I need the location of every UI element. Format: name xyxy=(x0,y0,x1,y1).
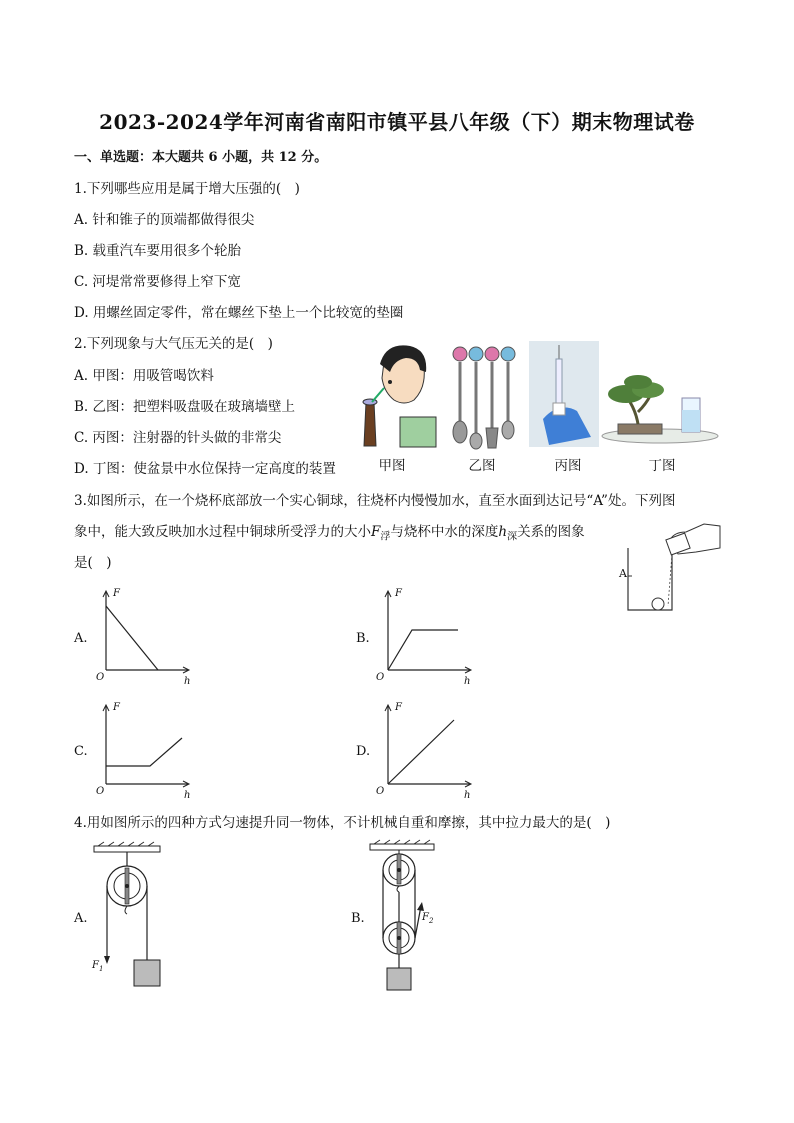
q3-stem-line2 xyxy=(74,520,585,543)
q2-option-a[interactable]: A. 甲图：用吸管喝饮料 xyxy=(74,368,214,384)
q3-stem-line1: 3.如图所示，在一个烧杯底部放一个实心铜球，往烧杯内慢慢加水，直至水面到达记号“A”处。下列图 xyxy=(74,493,676,509)
figure-caption-yi: 乙图 xyxy=(468,458,496,474)
q4-stem: 4.用如图所示的四种方式匀速提升同一物体，不计机械自重和摩擦，其中拉力最大的是( ) xyxy=(74,815,611,831)
q3-c-origin: O xyxy=(96,786,105,797)
q3-a-axis-y: F xyxy=(113,588,120,599)
q4-force-label-f2 xyxy=(422,912,433,925)
figure-caption-jia: 甲图 xyxy=(378,458,406,474)
q4-pulley-a[interactable] xyxy=(90,842,180,992)
q3-c-axis-x: h xyxy=(184,790,191,801)
q3-graph-b[interactable] xyxy=(378,588,478,688)
q4-option-a-letter[interactable]: A. xyxy=(74,911,88,926)
q4-f1-symbol: F xyxy=(92,960,99,971)
q3-graph-d[interactable] xyxy=(378,702,478,802)
q3-stem-part-a: 象中，能大致反映加水过程中铜球所受浮力的大小 xyxy=(74,524,371,540)
section-heading: 一、单选题：本大题共 6 小题，共 12 分。 xyxy=(74,150,328,165)
figure-caption-ding: 丁图 xyxy=(648,458,676,474)
q3-graph-c[interactable] xyxy=(96,702,196,802)
q3-f-symbol: F xyxy=(371,524,381,540)
q1-option-c[interactable]: C. 河堤常常要修得上窄下宽 xyxy=(74,274,241,290)
q3-c-axis-y: F xyxy=(113,702,120,713)
suction-hooks-illustration xyxy=(448,344,518,450)
q3-stem-part-b: 与烧杯中水的深度 xyxy=(390,524,499,540)
q3-d-axis-x: h xyxy=(464,790,471,801)
q3-h-symbol: h xyxy=(498,524,508,540)
q3-stem-line3: 是( ) xyxy=(74,555,112,571)
q4-option-b-letter[interactable]: B. xyxy=(351,911,365,926)
q3-a-origin: O xyxy=(96,672,105,683)
q1-option-a[interactable]: A. 针和锥子的顶端都做得很尖 xyxy=(74,212,255,228)
q3-option-b-letter[interactable]: B. xyxy=(356,631,370,646)
q3-h-sub: 深 xyxy=(507,531,518,543)
q4-f1-sub: 1 xyxy=(98,965,104,973)
beaker-mark-label: A xyxy=(619,567,627,580)
q3-b-axis-x: h xyxy=(464,676,471,687)
q1-stem: 1.下列哪些应用是属于增大压强的( ) xyxy=(74,181,300,197)
q2-option-b[interactable]: B. 乙图：把塑料吸盘吸在玻璃墙壁上 xyxy=(74,399,296,415)
q4-force-label-f1 xyxy=(92,960,103,973)
q4-f2-symbol: F xyxy=(422,912,429,923)
q3-d-axis-y: F xyxy=(395,702,402,713)
q3-a-axis-x: h xyxy=(184,676,191,687)
boy-drinking-illustration xyxy=(360,342,440,452)
q4-f2-sub: 2 xyxy=(428,917,434,925)
q3-graph-a[interactable] xyxy=(96,588,196,688)
q4-pulley-b[interactable] xyxy=(366,840,456,1000)
q1-option-d[interactable]: D. 用螺丝固定零件，常在螺丝下垫上一个比较宽的垫圈 xyxy=(74,305,404,321)
q2-stem: 2.下列现象与大气压无关的是( ) xyxy=(74,336,273,352)
q3-f-sub: 浮 xyxy=(380,531,391,543)
q1-option-b[interactable]: B. 载重汽车要用很多个轮胎 xyxy=(74,243,242,259)
q3-b-axis-y: F xyxy=(395,588,402,599)
bonsai-water-device-illustration xyxy=(600,372,720,448)
q2-option-d[interactable]: D. 丁图：使盆景中水位保持一定高度的装置 xyxy=(74,461,336,477)
q3-option-a-letter[interactable]: A. xyxy=(74,631,88,646)
q3-option-c-letter[interactable]: C. xyxy=(74,744,88,759)
syringe-photo xyxy=(529,341,599,447)
q3-b-origin: O xyxy=(376,672,385,683)
beaker-with-ball-figure xyxy=(616,518,724,614)
q3-d-origin: O xyxy=(376,786,385,797)
page-title: 2023-2024学年河南省南阳市镇平县八年级（下）期末物理试卷 xyxy=(99,110,695,134)
q3-stem-part-c: 关系的图象 xyxy=(517,524,585,540)
q3-option-d-letter[interactable]: D. xyxy=(356,744,371,759)
q2-option-c[interactable]: C. 丙图：注射器的针头做的非常尖 xyxy=(74,430,282,446)
figure-caption-bing: 丙图 xyxy=(554,458,582,474)
